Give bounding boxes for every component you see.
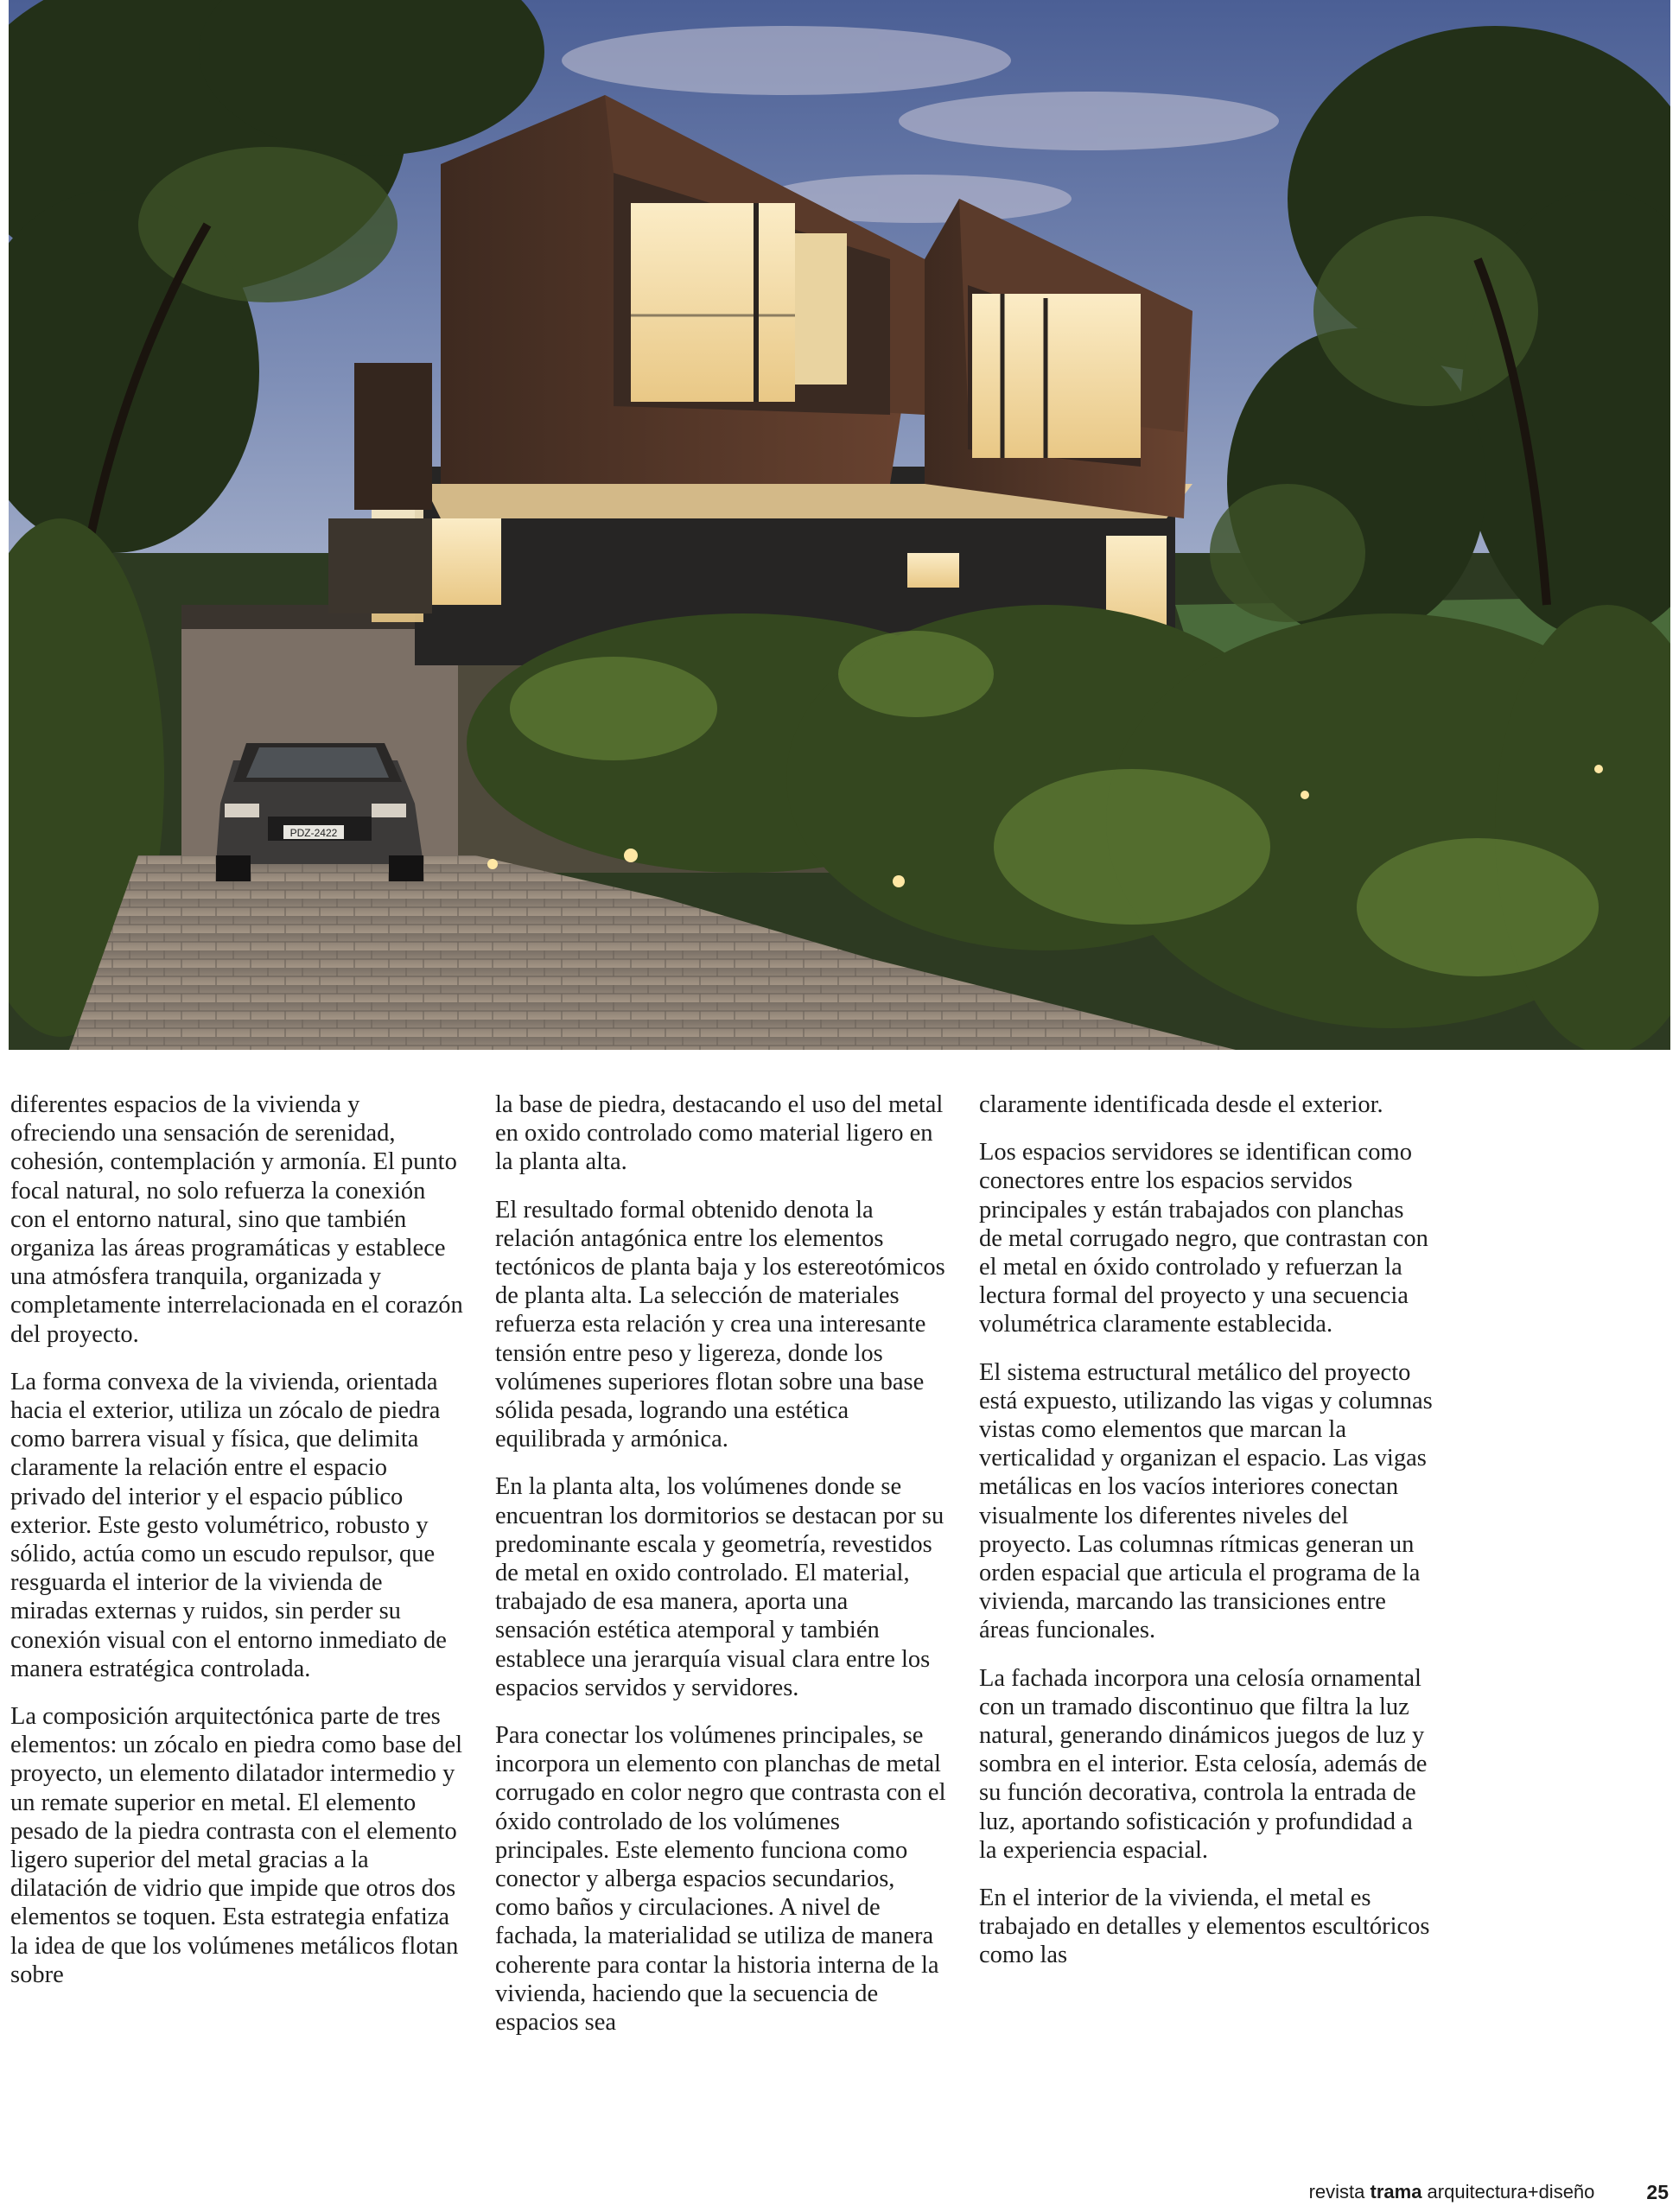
paragraph: La fachada incorpora una celosía ornamental con un tramado discontinuo que filtra la luz natural, generando dinámicos juegos de luz y sombra en el interior. Esta celosía, además de su función decorativa, controla la entrada de luz, aportando sofisticación y profundidad a la experiencia espacial. <box>979 1664 1428 1864</box>
paragraph: Para conectar los volúmenes principales, se incorpora un elemento con planchas de metal corrugado en color negro que contrasta con el óxido controlado de los volúmenes principales. Este elemento funciona como conector y alberga espacios secundarios, como baños y circulaciones. A nivel de fachada, la materialidad se utiliza de manera coherente para contar la historia interna de la vivienda, haciendo que la secuencia de espacios sea <box>495 1722 946 2037</box>
text-column-1 <box>10 1090 464 2008</box>
paragraph: El resultado formal obtenido denota la relación antagónica entre los elementos tectónicos de planta baja y los estereotómicos de planta alta. La selección de materiales refuerza esta relación y crea una interesante tensión entre peso y ligereza, donde los volúmenes superiores flotan sobre una base sólida pesada, logrando una estética equilibrada y armónica. <box>495 1196 945 1453</box>
paragraph: la base de piedra, destacando el uso del metal en oxido controlado como material ligero en la planta alta. <box>495 1091 944 1176</box>
upper-window-left <box>631 203 795 402</box>
paragraph: La forma convexa de la vivienda, orientada hacia el exterior, utiliza un zócalo de piedra como barrera visual y física, que delimita claramente la relación entre el espacio privado del interior y el espacio público exterior. Este gesto volumétrico, robusto y sólido, actúa como un escudo repulsor, que resguarda el interior de la vivienda de miradas externas y ruidos, sin perder su conexión visual con el entorno inmediato de manera estratégica controlada. <box>10 1368 447 1682</box>
hero-photo <box>9 0 1670 1050</box>
page-number: 25 <box>1646 2180 1669 2203</box>
paragraph: diferentes espacios de la vivienda y ofreciendo una sensación de serenidad, cohesión, contemplación y armonía. El punto focal natural, no solo refuerza la conexión con el entorno natural, sino que también organiza las áreas programáticas y establece una atmósfera tranquila, organizada y completamente interrelacionada en el corazón del proyecto. <box>10 1091 463 1348</box>
paragraph: El sistema estructural metálico del proyecto está expuesto, utilizando las vigas y columnas vistas como elementos que marcan la verticalidad y organizan el espacio. Las vigas metálicas en los vacíos interiores conectan visualmente los diferentes niveles del proyecto. Las columnas rítmicas generan un orden espacial que articula el programa de la vivienda, marcando las transiciones entre áreas funcionales. <box>979 1358 1433 1644</box>
license-plate: PDZ-2422 <box>289 827 338 839</box>
upper-window-right <box>972 294 1141 458</box>
text-column-3 <box>979 1090 1433 1989</box>
publication-brand: trama <box>1370 2181 1422 2202</box>
publication-prefix: revista <box>1308 2181 1371 2202</box>
paragraph: claramente identificada desde el exterior. <box>979 1091 1383 1118</box>
paragraph: La composición arquitectónica parte de tres elementos: un zócalo en piedra como base del proyecto, un elemento dilatador intermedio y un remate superior en metal. El elemento pesado de la piedra contrasta con el elemento ligero superior del metal gracias a la dilatación de vidrio que impide que otros dos elementos se toquen. Esta estrategia enfatiza la idea de que los volúmenes metálicos flotan sobre <box>10 1703 463 1988</box>
page-footer <box>1309 2179 1669 2205</box>
publication-name <box>1309 2181 1595 2203</box>
paragraph: Los espacios servidores se identifican como conectores entre los espacios servidos principales y están trabajados con planchas de metal corrugado negro, que contrastan con el metal en óxido controlado y refuerzan la lectura formal del proyecto y una secuencia volumétrica claramente establecida. <box>979 1139 1428 1338</box>
house-exterior-illustration <box>9 0 1670 1050</box>
paragraph: En la planta alta, los volúmenes donde se encuentran los dormitorios se destacan por su predominante escala y geometría, revestidos de metal en oxido controlado. El material, trabajado de esa manera, aporta una sensación estética atemporal y también establece una jerarquía visual clara entre los espacios servidos y servidores. <box>495 1473 944 1701</box>
text-column-2 <box>495 1090 949 2056</box>
paragraph: En el interior de la vivienda, el metal es trabajado en detalles y elementos escultóricos como las <box>979 1885 1430 1969</box>
publication-suffix: arquitectura+diseño <box>1421 2181 1595 2202</box>
car <box>216 743 423 881</box>
